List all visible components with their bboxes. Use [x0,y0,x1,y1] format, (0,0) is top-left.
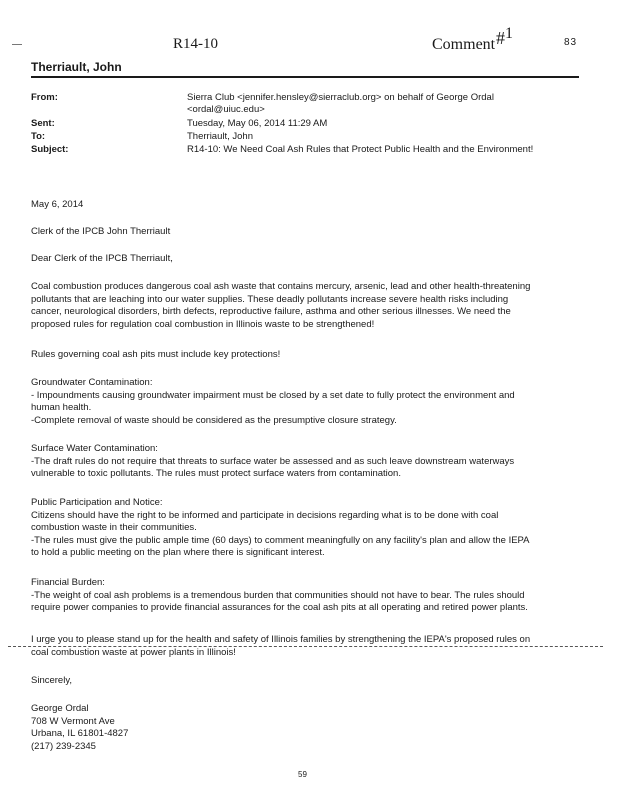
letter-date: May 6, 2014 [31,199,84,210]
header-divider [31,76,579,78]
section-line: to hold a public meeting on the plan where there is significant interest. [31,547,325,558]
to-value: Therriault, John [187,131,254,142]
closing-paragraph [31,634,579,659]
section-line: -The rules must give the public ample time (60 days) to comment meaningfully on any facility's plan and allow the IEPA [31,534,530,546]
public-participation-section [31,497,579,560]
closing-line: I urge you to please stand up for the health and safety of Illinois families by strengthening the IEPA's proposed rules on [31,634,531,645]
section-heading: Financial Burden: [31,577,105,588]
from-value-line2: <ordal@uiuc.edu> [187,104,265,115]
surface-water-section [31,443,579,481]
intro-line: cancer, neurological disorders, birth defects, reproductive failure, asthma and other serious illnesses. We need the [31,306,511,317]
section-line: Citizens should have the right to be informed and participate in decisions regarding what is to be done with coal [31,509,499,521]
section-line: -The draft rules do not require that threats to surface water be assessed and as such leave downstream waterways [31,455,515,467]
financial-burden-section [31,577,579,615]
comment-number-value: 1 [505,25,513,42]
section-line: vulnerable to toxic pollutants. The rules must protect surface waters from contamination. [31,468,401,479]
page-count: 83 [564,37,578,48]
intro-line: proposed rules for regulation coal combustion in Illinois waste to be strengthened! [31,318,375,330]
signoff: Sincerely, [31,675,73,686]
subject-value: R14-10: We Need Coal Ash Rules that Protect Public Health and the Environment! [187,144,534,155]
signature-phone: (217) 239-2345 [31,740,96,752]
subject-label: Subject: [31,144,69,155]
signature-name: George Ordal [31,703,89,714]
groundwater-section [31,377,579,427]
section-line: -The weight of coal ash problems is a tremendous burden that communities should not have to bear. The rules should [31,589,525,601]
from-label: From: [31,92,58,103]
signature-block [31,703,579,753]
mailbox-owner-name: Therriault, John [31,60,122,74]
rules-intro: Rules governing coal ash pits must include key protections! [31,349,281,360]
sent-label: Sent: [31,118,55,129]
closing-line: coal combustion waste at power plants in Illinois! [31,646,236,658]
section-heading: Groundwater Contamination: [31,377,153,388]
section-line: -Complete removal of waste should be considered as the presumptive closure strategy. [31,414,397,426]
section-heading: Surface Water Contamination: [31,443,158,454]
section-line: require power companies to provide financial assurances for the coal ash pits at all operating and retired power plants. [31,602,528,613]
sent-value: Tuesday, May 06, 2014 11:29 AM [187,118,328,129]
letter-salutation: Dear Clerk of the IPCB Therriault, [31,253,173,264]
comment-hash: # [496,28,505,48]
section-line: combustion waste in their communities. [31,522,197,533]
signature-street: 708 W Vermont Ave [31,715,115,727]
section-line: - Impoundments causing groundwater impairment must be closed by a set date to fully protect the environment and [31,389,515,401]
from-value [187,92,567,116]
docket-number: R14-10 [173,36,218,52]
comment-label: Comment [432,36,496,53]
letter-recipient: Clerk of the IPCB John Therriault [31,226,171,237]
section-line: human health. [31,402,92,413]
scan-tick-mark [12,44,22,45]
comment-number [496,25,513,49]
to-label: To: [31,131,46,142]
from-value-line1: Sierra Club <jennifer.hensley@sierraclub.org> on behalf of George Ordal [187,92,494,103]
signature-city: Urbana, IL 61801-4827 [31,728,129,739]
intro-paragraph [31,281,579,331]
intro-line: Coal combustion produces dangerous coal ash waste that contains mercury, arsenic, lead and other health-threatening [31,281,531,292]
page-mark: 59 [298,770,307,779]
intro-line: pollutants that are leaching into our water supplies. These deadly pollutants increase severe health risks including [31,293,509,305]
section-heading: Public Participation and Notice: [31,497,163,508]
